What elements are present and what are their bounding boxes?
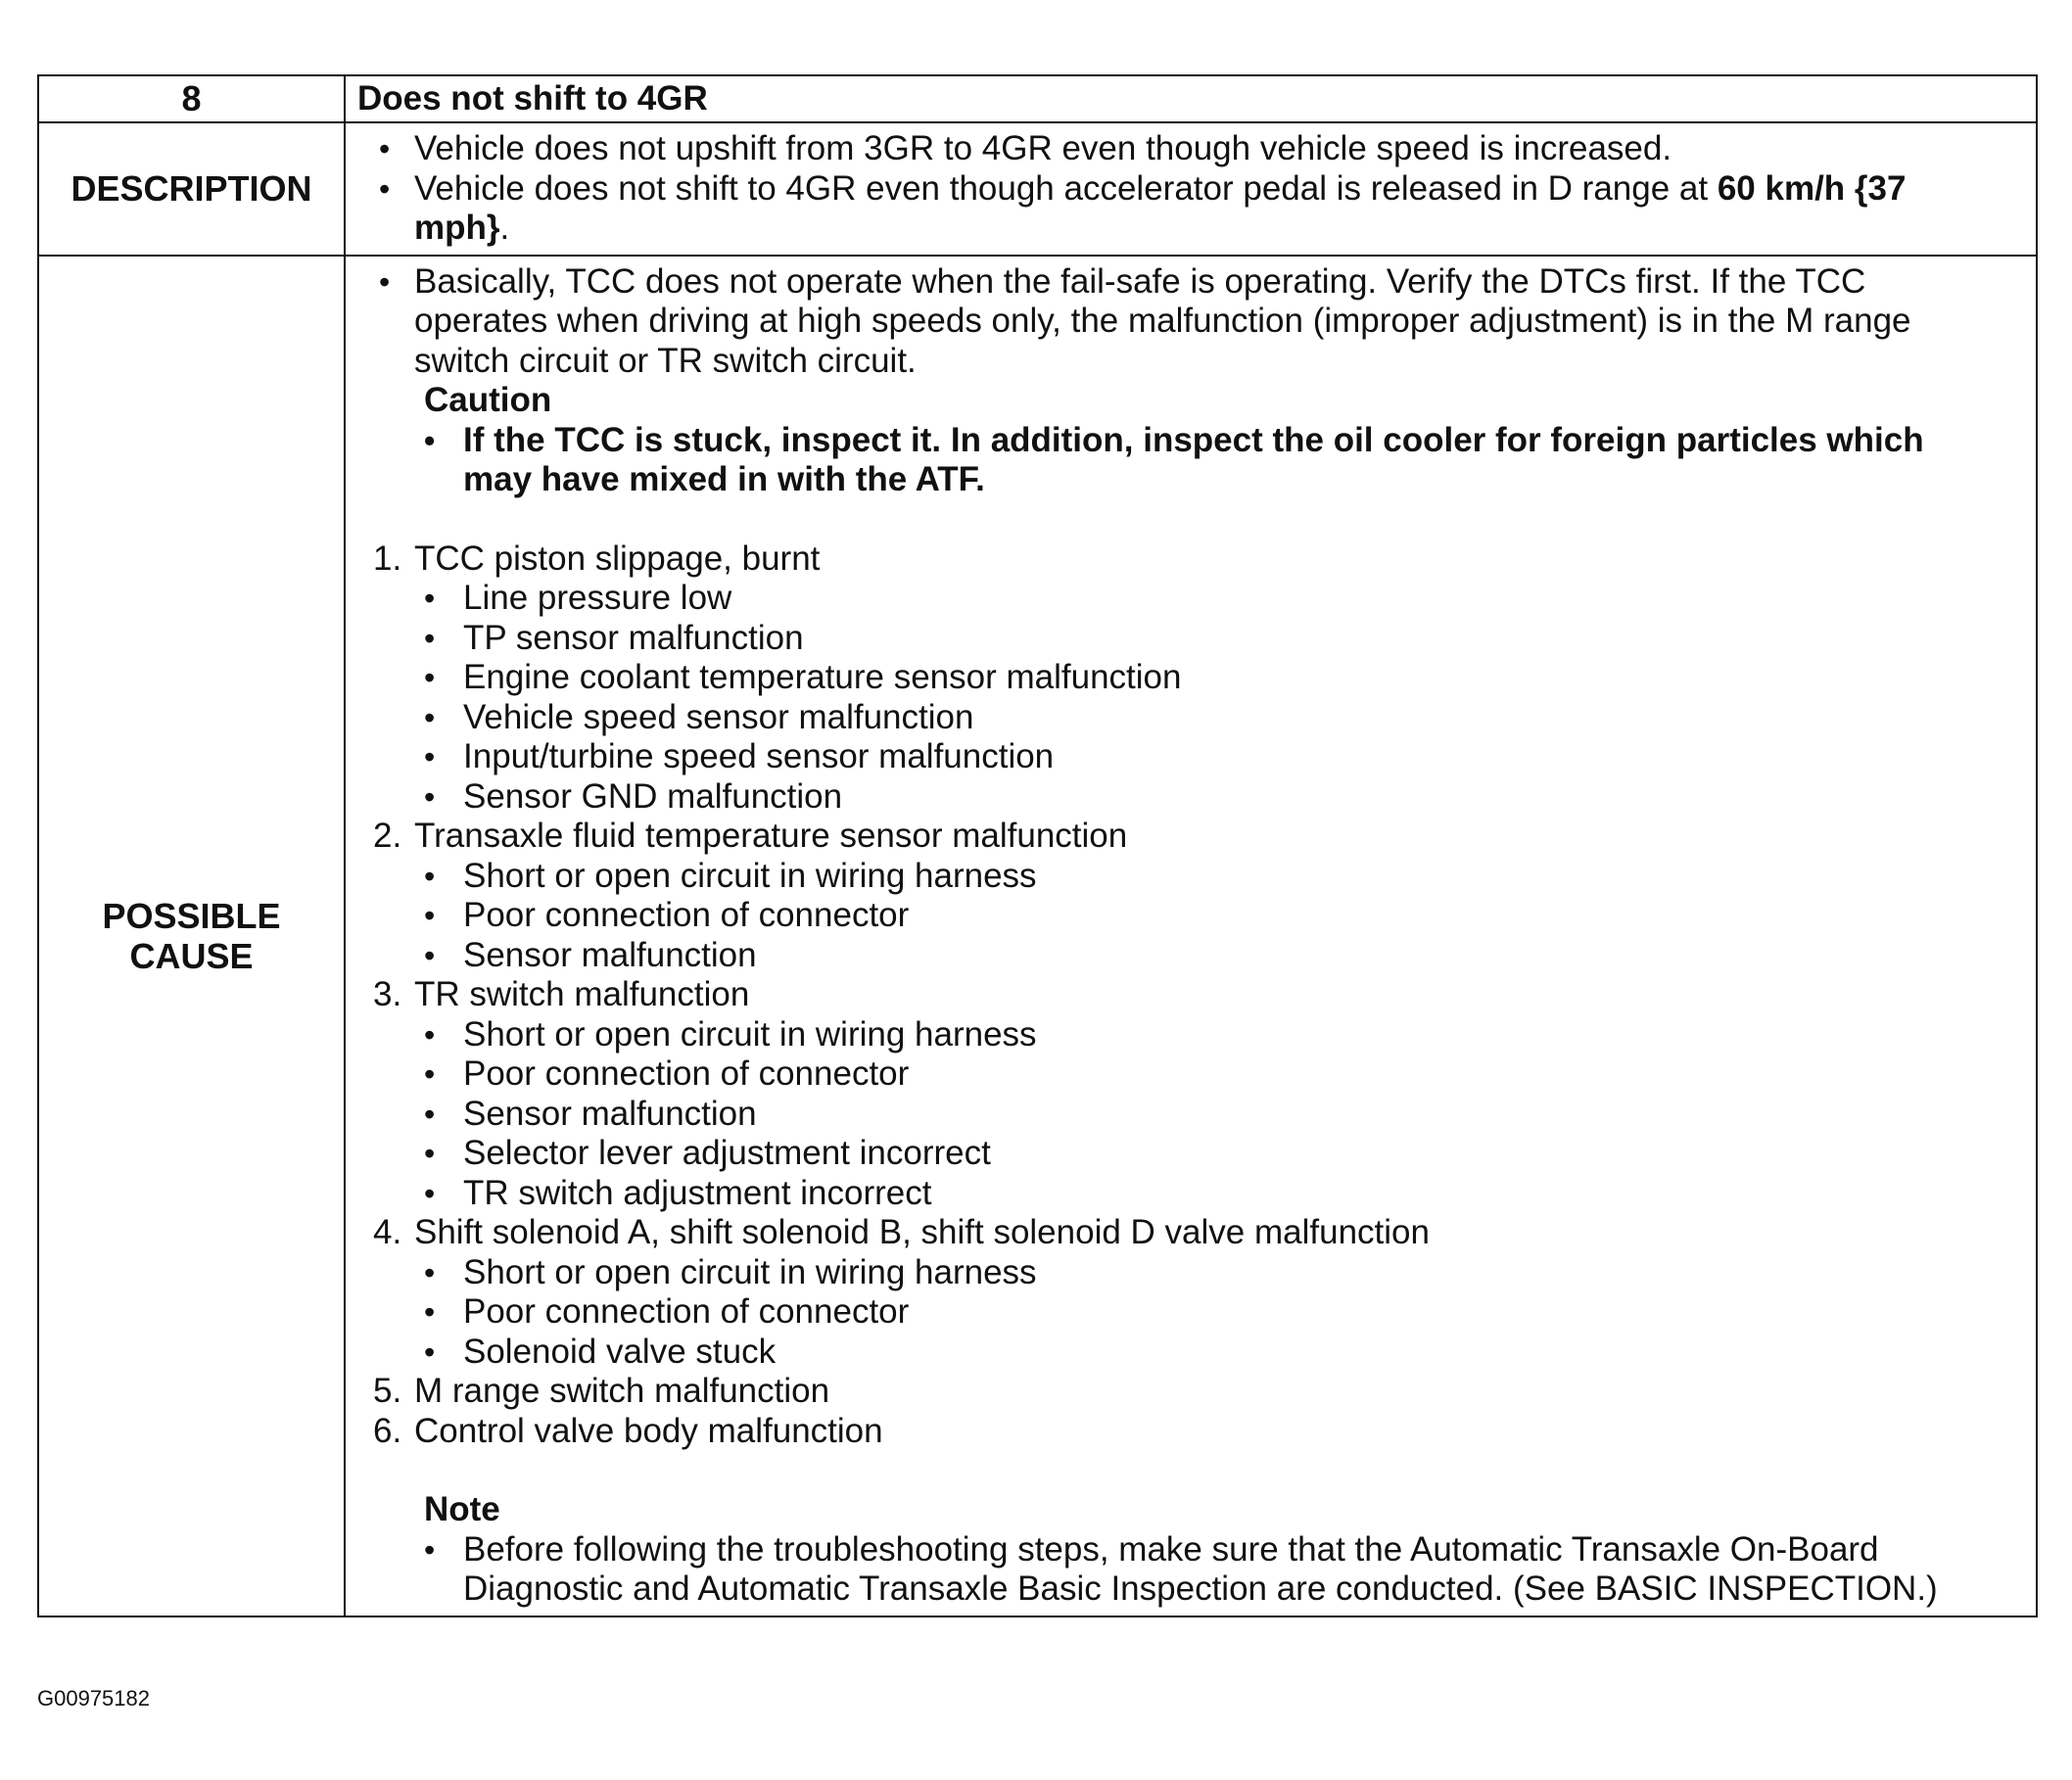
note-label: Note [424,1490,500,1528]
caution-label: Caution [424,381,552,419]
cause-sub-item: • Short or open circuit in wiring harness [418,857,1997,897]
possible-cause-row [38,256,2037,1616]
cause-sub-item: • Poor connection of connector [418,896,1997,936]
cause-sub-item: • Short or open circuit in wiring harness [418,1015,1997,1055]
note-text: • Before following the troubleshooting steps, make sure that the Automatic Transaxle On-Board Diagnostic and Automatic Transaxle Basic Inspection are conducted. (See BASIC INSPECTION.) [418,1530,1997,1610]
cause-item: 2. Transaxle fluid temperature sensor malfunction [373,817,1128,855]
cause-item: 6. Control valve body malfunction [373,1411,883,1450]
cause-item: 5. M range switch malfunction [373,1372,830,1410]
cause-sub-item: • Selector lever adjustment incorrect [418,1134,1997,1174]
header-row [38,75,2037,122]
cause-sub-item: • TR switch adjustment incorrect [418,1174,1997,1214]
description-row [38,122,2037,256]
description-content [345,122,2037,256]
cause-sub-item: • Poor connection of connector [418,1054,1997,1095]
cause-sub-item: • Short or open circuit in wiring harness [418,1253,1997,1293]
cause-item: 1. TCC piston slippage, burnt [373,539,821,578]
cause-sub-item: • Solenoid valve stuck [418,1333,1997,1373]
cause-sub-item: • Sensor malfunction [418,936,1997,976]
figure-id: G00975182 [37,1686,150,1710]
cause-sub-item: • Sensor malfunction [418,1095,1997,1135]
cause-sub-item: • Engine coolant temperature sensor malfunction [418,658,1997,698]
possible-cause-content [345,256,2037,1616]
step-title: Does not shift to 4GR [345,75,2037,122]
cause-item: 3. TR switch malfunction [373,975,750,1013]
possible-cause-label: POSSIBLE CAUSE [38,256,345,1616]
cause-intro: • Basically, TCC does not operate when the fail-safe is operating. Verify the DTCs first. If the TCC operates when driving at high speeds only, the malfunction (improper adjustment) is in the M range switch circuit or TR switch circuit. [373,262,1997,382]
troubleshooting-table [37,74,2038,1617]
caution-text: • If the TCC is stuck, inspect it. In addition, inspect the oil cooler for foreign particles which may have mixed in with the ATF. [418,421,1997,500]
cause-sub-item: • Sensor GND malfunction [418,777,1997,818]
cause-sub-item: • TP sensor malfunction [418,619,1997,659]
cause-item: 4. Shift solenoid A, shift solenoid B, shift solenoid D valve malfunction [373,1213,1430,1251]
cause-sub-item: • Line pressure low [418,579,1997,619]
cause-sub-item: • Input/turbine speed sensor malfunction [418,737,1997,777]
cause-sub-item: • Vehicle speed sensor malfunction [418,698,1997,738]
step-number: 8 [38,75,345,122]
description-label: DESCRIPTION [38,122,345,256]
description-item: • Vehicle does not upshift from 3GR to 4GR even though vehicle speed is increased. [373,129,1997,169]
cause-sub-item: • Poor connection of connector [418,1292,1997,1333]
speed-value: 60 km/h {37 mph} [414,168,1907,247]
description-item: • Vehicle does not shift to 4GR even though accelerator pedal is released in D range at 60 km/h {37 mph}. [373,169,1997,249]
